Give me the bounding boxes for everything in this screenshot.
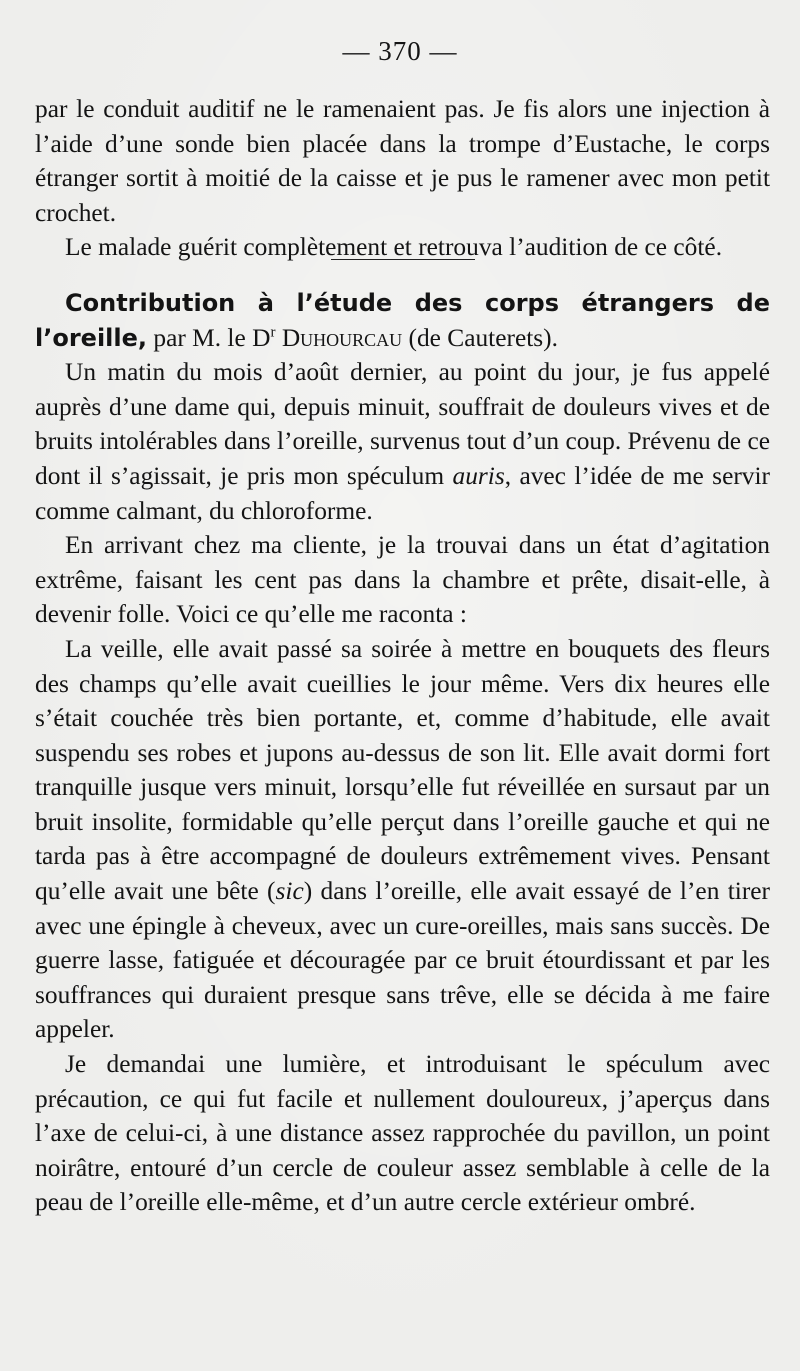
- italic-term: auris: [452, 461, 505, 490]
- italic-term: sic: [275, 877, 304, 906]
- article-heading: [35, 286, 770, 355]
- author-location: (de Cauterets).: [408, 323, 558, 352]
- page-body: [35, 92, 770, 1220]
- paragraph-text: Un matin du mois d’août dernier, au point du jour, je fus appelé auprès d’une dame qui, depuis minuit, souffrait de douleurs vives et de bruits intolérables dans l’oreille, survenus tout d’un coup. Prévenu de ce dont il s’agissait, je pris mon spéculum: [35, 358, 770, 490]
- page-number: — 370 —: [342, 36, 458, 66]
- paragraph-text: La veille, elle avait passé sa soirée à mettre en bouquets des fleurs des champs qu’elle avait cueillies le jour même. Vers dix heures elle s’était couchée très bien portante, et, comme d’habitude, elle avait suspendu ses robes et jupons au-dessus de son lit. Elle avait dormi fort tranquille jusque vers minuit, lorsqu’elle fut réveillée en sursaut par un bruit insolite, formidable qu’elle perçut dans l’oreille gauche et qui ne tarda pas à être accompagné de douleurs extrêmement vives. Pensant qu’elle avait une bête (: [35, 634, 770, 906]
- paragraph-continued: par le conduit auditif ne le ramenaient pas. Je fis alors une injection à l’aide d’une sonde bien placée dans la trompe d’Eustache, le corps étranger sortit à moitié de la caisse et je pus le ramener avec mon petit crochet.: [35, 95, 770, 227]
- byline-superscript: r: [270, 324, 276, 341]
- paragraph-text: ) dans l’oreille, elle avait essayé de l’en tirer avec une épingle à cheveux, avec un cure-oreilles, mais sans succès. De guerre lasse, fatiguée et découragée par ce bruit étourdissant et par les souffrances qui duraient presque sans trêve, elle se décida à me faire appeler.: [35, 877, 770, 1044]
- author-name: Duhourcau: [281, 323, 403, 352]
- paragraph-arrival: En arrivant chez ma cliente, je la trouvai dans un état d’agitation extrême, faisant les cent pas dans la chambre et prête, disait-elle, à devenir folle. Voici ce qu’elle me raconta :: [35, 531, 770, 629]
- byline-prefix: par M. le D: [153, 323, 271, 352]
- paragraph-conclusion: Le malade guérit complètement et retrouva l’audition de ce côté.: [65, 233, 723, 262]
- paragraph-morning-call: [35, 355, 770, 528]
- article-title: Contribution à l’étude des corps étrangers de l’oreille,: [35, 288, 770, 352]
- paragraph-examination: Je demandai une lumière, et introduisant le spéculum avec précaution, ce qui fut facile et nullement douloureux, j’aperçus dans l’axe de celui-ci, à une distance assez rapprochée du pavillon, un point noirâtre, entouré d’un cercle de couleur assez semblable à celle de la peau de l’oreille elle-même, et d’un autre cercle extérieur ombré.: [35, 1050, 770, 1217]
- paragraph-patient-account: [35, 632, 770, 1047]
- paragraph-text: , avec l’idée de me servir comme calmant, du chloroforme.: [35, 461, 770, 525]
